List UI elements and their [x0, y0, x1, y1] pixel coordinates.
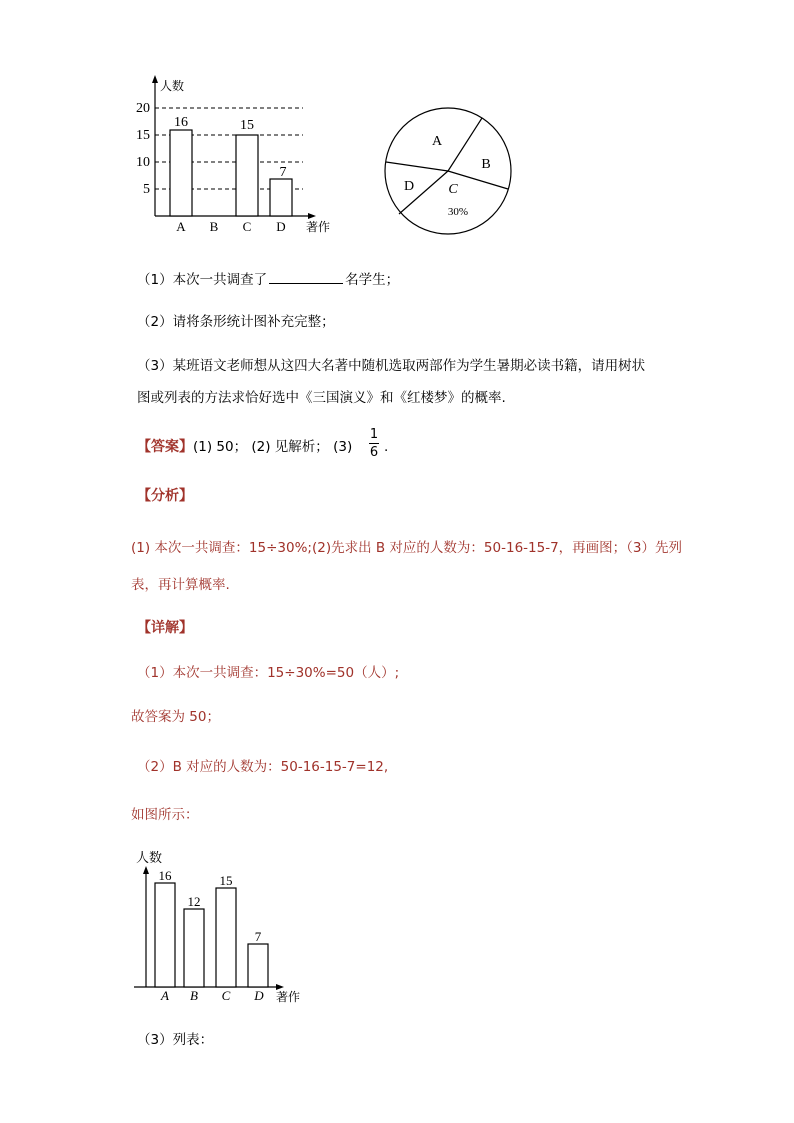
label-d: 7	[279, 165, 287, 180]
bar-d	[270, 179, 292, 216]
cat3-b: B	[190, 988, 198, 1003]
frac-bar	[369, 443, 379, 444]
ytick-20: 20	[136, 101, 150, 116]
label-a: 16	[174, 115, 188, 130]
detail-line4: 如图所示：	[131, 807, 199, 823]
detail-line5: （3）列表：	[137, 1032, 214, 1048]
bar3-b	[184, 909, 204, 987]
pie-label-pct: 30%	[447, 206, 469, 218]
x-axis-label-2: 著作	[276, 990, 301, 1004]
frac-denominator: 6	[369, 445, 379, 460]
cat-c: C	[242, 219, 252, 234]
cat-a: A	[176, 219, 186, 234]
ytick-5: 5	[143, 182, 150, 197]
y-axis-arrow	[152, 75, 158, 83]
bar3-d	[248, 944, 268, 987]
bar3-c	[216, 888, 236, 987]
q1-before: （1）本次一共调查了	[137, 272, 268, 288]
bar-a	[170, 130, 192, 216]
label-c: 15	[240, 118, 254, 133]
answer-end: .	[384, 439, 389, 455]
analysis-line1: (1) 本次一共调查：15÷30%;(2)先求出 B 对应的人数为：50-16-15-7，再画图；（3）先列	[131, 540, 683, 556]
y-axis-label-2: 人数	[136, 851, 163, 866]
answer-text: (1) 50； (2) 见解析； (3)	[193, 439, 353, 455]
detail-line3: （2）B 对应的人数为：50-16-15-7=12,	[137, 759, 389, 775]
cat3-a: A	[161, 988, 169, 1003]
ytick-10: 10	[136, 155, 150, 170]
pie-label-a: A	[431, 134, 443, 149]
pie-label-b: B	[481, 157, 491, 172]
pie-label-c: C	[448, 182, 458, 197]
ytick-15: 15	[136, 128, 150, 143]
pie-label-d: D	[403, 179, 415, 194]
label3-c: 15	[219, 873, 233, 888]
cat-b: B	[209, 219, 219, 234]
analysis-label: 【分析】	[137, 488, 193, 504]
frac-numerator: 1	[369, 427, 379, 442]
cat3-c: C	[221, 988, 231, 1003]
label3-d: 7	[254, 929, 262, 944]
label3-b: 12	[187, 894, 201, 909]
question-2: （2）请将条形统计图补充完整；	[137, 314, 335, 330]
question-3-line1: （3）某班语文老师想从这四大名著中随机选取两部作为学生暑期必读书籍，请用树状	[137, 358, 646, 374]
answer-fraction	[369, 427, 379, 460]
bar3-a	[155, 883, 175, 987]
question-1	[137, 270, 399, 289]
cat3-d: D	[254, 988, 264, 1003]
answer-line	[137, 438, 352, 456]
detail-line2: 故答案为 50；	[131, 709, 220, 725]
pie-chart	[380, 103, 516, 239]
q1-blank	[269, 270, 343, 284]
bar-chart-original	[120, 72, 340, 242]
detail-label: 【详解】	[137, 620, 193, 636]
detail-line1: （1）本次一共调查：15÷30%=50（人）;	[137, 665, 400, 681]
q1-after: 名学生；	[345, 272, 400, 288]
y-axis-arrow-2	[143, 866, 149, 874]
analysis-line2: 表，再计算概率.	[131, 577, 230, 593]
x-axis-arrow	[308, 213, 316, 219]
cat-d: D	[276, 219, 286, 234]
bar-chart-completed	[128, 846, 318, 1008]
question-3-line2: 图或列表的方法求恰好选中《三国演义》和《红楼梦》的概率.	[137, 390, 506, 406]
y-axis-label: 人数	[160, 79, 185, 93]
answer-label: 【答案】	[137, 439, 193, 455]
bar-c	[236, 135, 258, 216]
label3-a: 16	[158, 868, 172, 883]
x-axis-label: 著作	[306, 220, 331, 234]
